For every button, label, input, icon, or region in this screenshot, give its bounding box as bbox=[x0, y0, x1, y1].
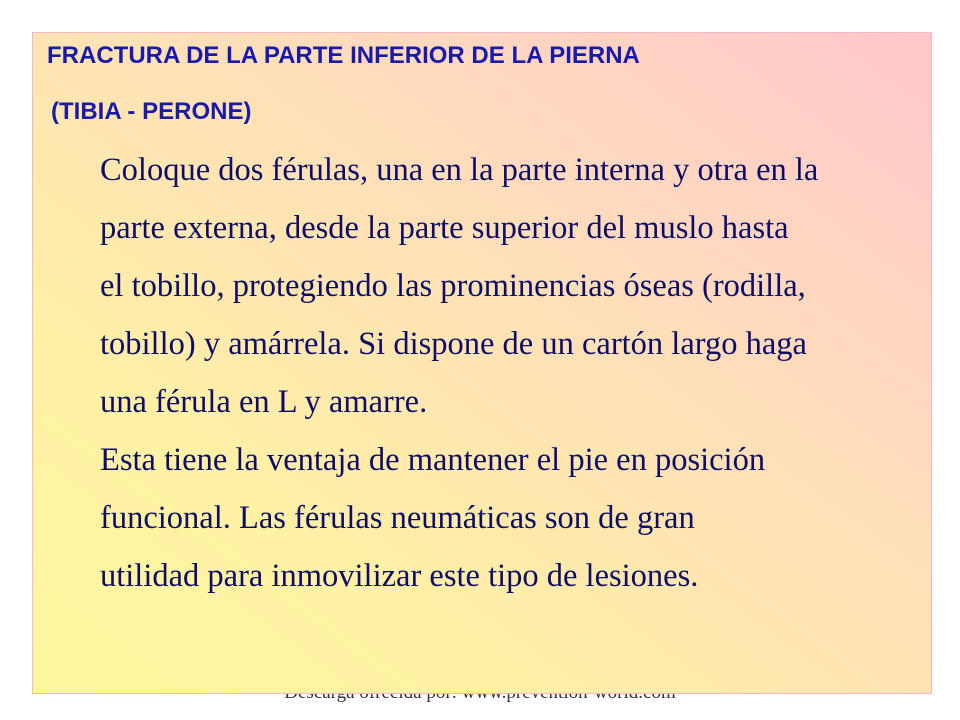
body-line: funcional. Las férulas neumáticas son de gran bbox=[100, 500, 695, 536]
body-line: el tobillo, protegiendo las prominencias óseas (rodilla, bbox=[100, 268, 806, 304]
body-line: una férula en L y amarre. bbox=[100, 384, 428, 420]
body-line: Coloque dos férulas, una en la parte interna y otra en la bbox=[100, 152, 819, 188]
body-line: tobillo) y amárrela. Si dispone de un cartón largo haga bbox=[100, 326, 807, 362]
slide-subtitle: (TIBIA - PERONE) bbox=[51, 98, 252, 125]
slide-body bbox=[100, 148, 930, 612]
body-line: utilidad para inmovilizar este tipo de lesiones. bbox=[100, 558, 699, 594]
slide-title: FRACTURA DE LA PARTE INFERIOR DE LA PIERNA bbox=[47, 42, 640, 69]
body-line: Esta tiene la ventaja de mantener el pie en posición bbox=[100, 442, 766, 478]
body-line: parte externa, desde la parte superior del muslo hasta bbox=[100, 210, 789, 246]
